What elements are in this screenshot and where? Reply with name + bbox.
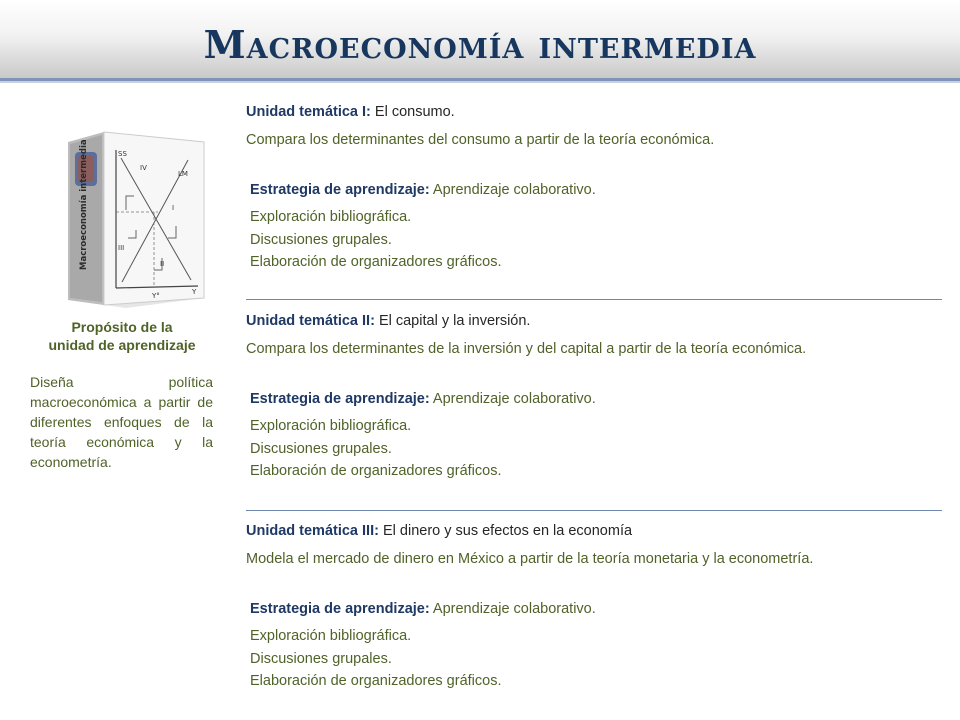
purpose-text: Diseña política macroeconómica a partir de diferentes enfoques de la teoría económica y la econometría. [30,374,213,470]
svg-text:IV: IV [140,164,147,172]
svg-text:LM: LM [178,170,188,178]
unit-strategy [250,182,946,198]
svg-text:SS: SS [118,150,127,158]
unit-activities [250,625,946,693]
list-item: Discusiones grupales. [250,231,392,248]
purpose-title-line2: unidad de aprendizaje [48,337,196,353]
unit-activities [250,415,946,483]
unit-heading [246,104,946,124]
unit-heading [246,313,946,333]
unit-activities [250,206,946,274]
unit-strategy [250,601,946,617]
unit-strategy [250,391,946,407]
unit-3 [246,523,946,693]
unit-description: Compara los determinantes del consumo a partir de la teoría económica. [246,132,715,148]
list-item: Discusiones grupales. [250,650,392,667]
page-title: Macroeconomía intermedia [203,22,757,67]
unit-heading [246,523,946,543]
svg-text:II: II [160,260,165,268]
strategy-value: Aprendizaje colaborativo. [429,601,596,617]
unit-description: Modela el mercado de dinero en México a partir de la teoría monetaria y la econometría. [246,551,814,567]
unit-divider [246,510,942,511]
strategy-label: Estrategia de aprendizaje: [250,601,430,617]
unit-name: El dinero y sus efectos en la economía [378,523,633,539]
unit-label: Unidad temática III: [246,523,379,539]
strategy-label: Estrategia de aprendizaje: [250,391,430,407]
svg-text:I: I [172,204,175,212]
purpose-title-line1: Propósito de la [71,319,173,335]
unit-1 [246,104,946,274]
list-item: Exploración bibliográfica. [250,418,412,434]
svg-text:III: III [118,244,125,252]
strategy-value: Aprendizaje colaborativo. [429,182,596,198]
unit-divider [246,299,942,300]
unit-name: El capital y la inversión. [374,313,531,329]
unit-description: Compara los determinantes de la inversión y del capital a partir de la teoría económica. [246,341,807,357]
strategy-label: Estrategia de aprendizaje: [250,182,430,198]
list-item: Discusiones grupales. [250,440,392,457]
book-cover-image [66,130,206,310]
list-item: Exploración bibliográfica. [250,209,412,225]
purpose-title [22,318,222,354]
unit-name: El consumo. [370,104,455,120]
spine-text: Macroeconomía intermedia [79,139,89,270]
list-item: Exploración bibliográfica. [250,628,412,644]
svg-text:Y°: Y° [152,292,160,300]
unit-2 [246,313,946,483]
unit-label: Unidad temática I: [246,104,371,120]
unit-label: Unidad temática II: [246,313,375,329]
list-item: Elaboración de organizadores gráficos. [250,463,502,479]
list-item: Elaboración de organizadores gráficos. [250,254,502,270]
header-divider-shadow [0,81,960,83]
svg-text:Y: Y [192,288,197,296]
strategy-value: Aprendizaje colaborativo. [429,391,596,407]
list-item: Elaboración de organizadores gráficos. [250,673,502,689]
